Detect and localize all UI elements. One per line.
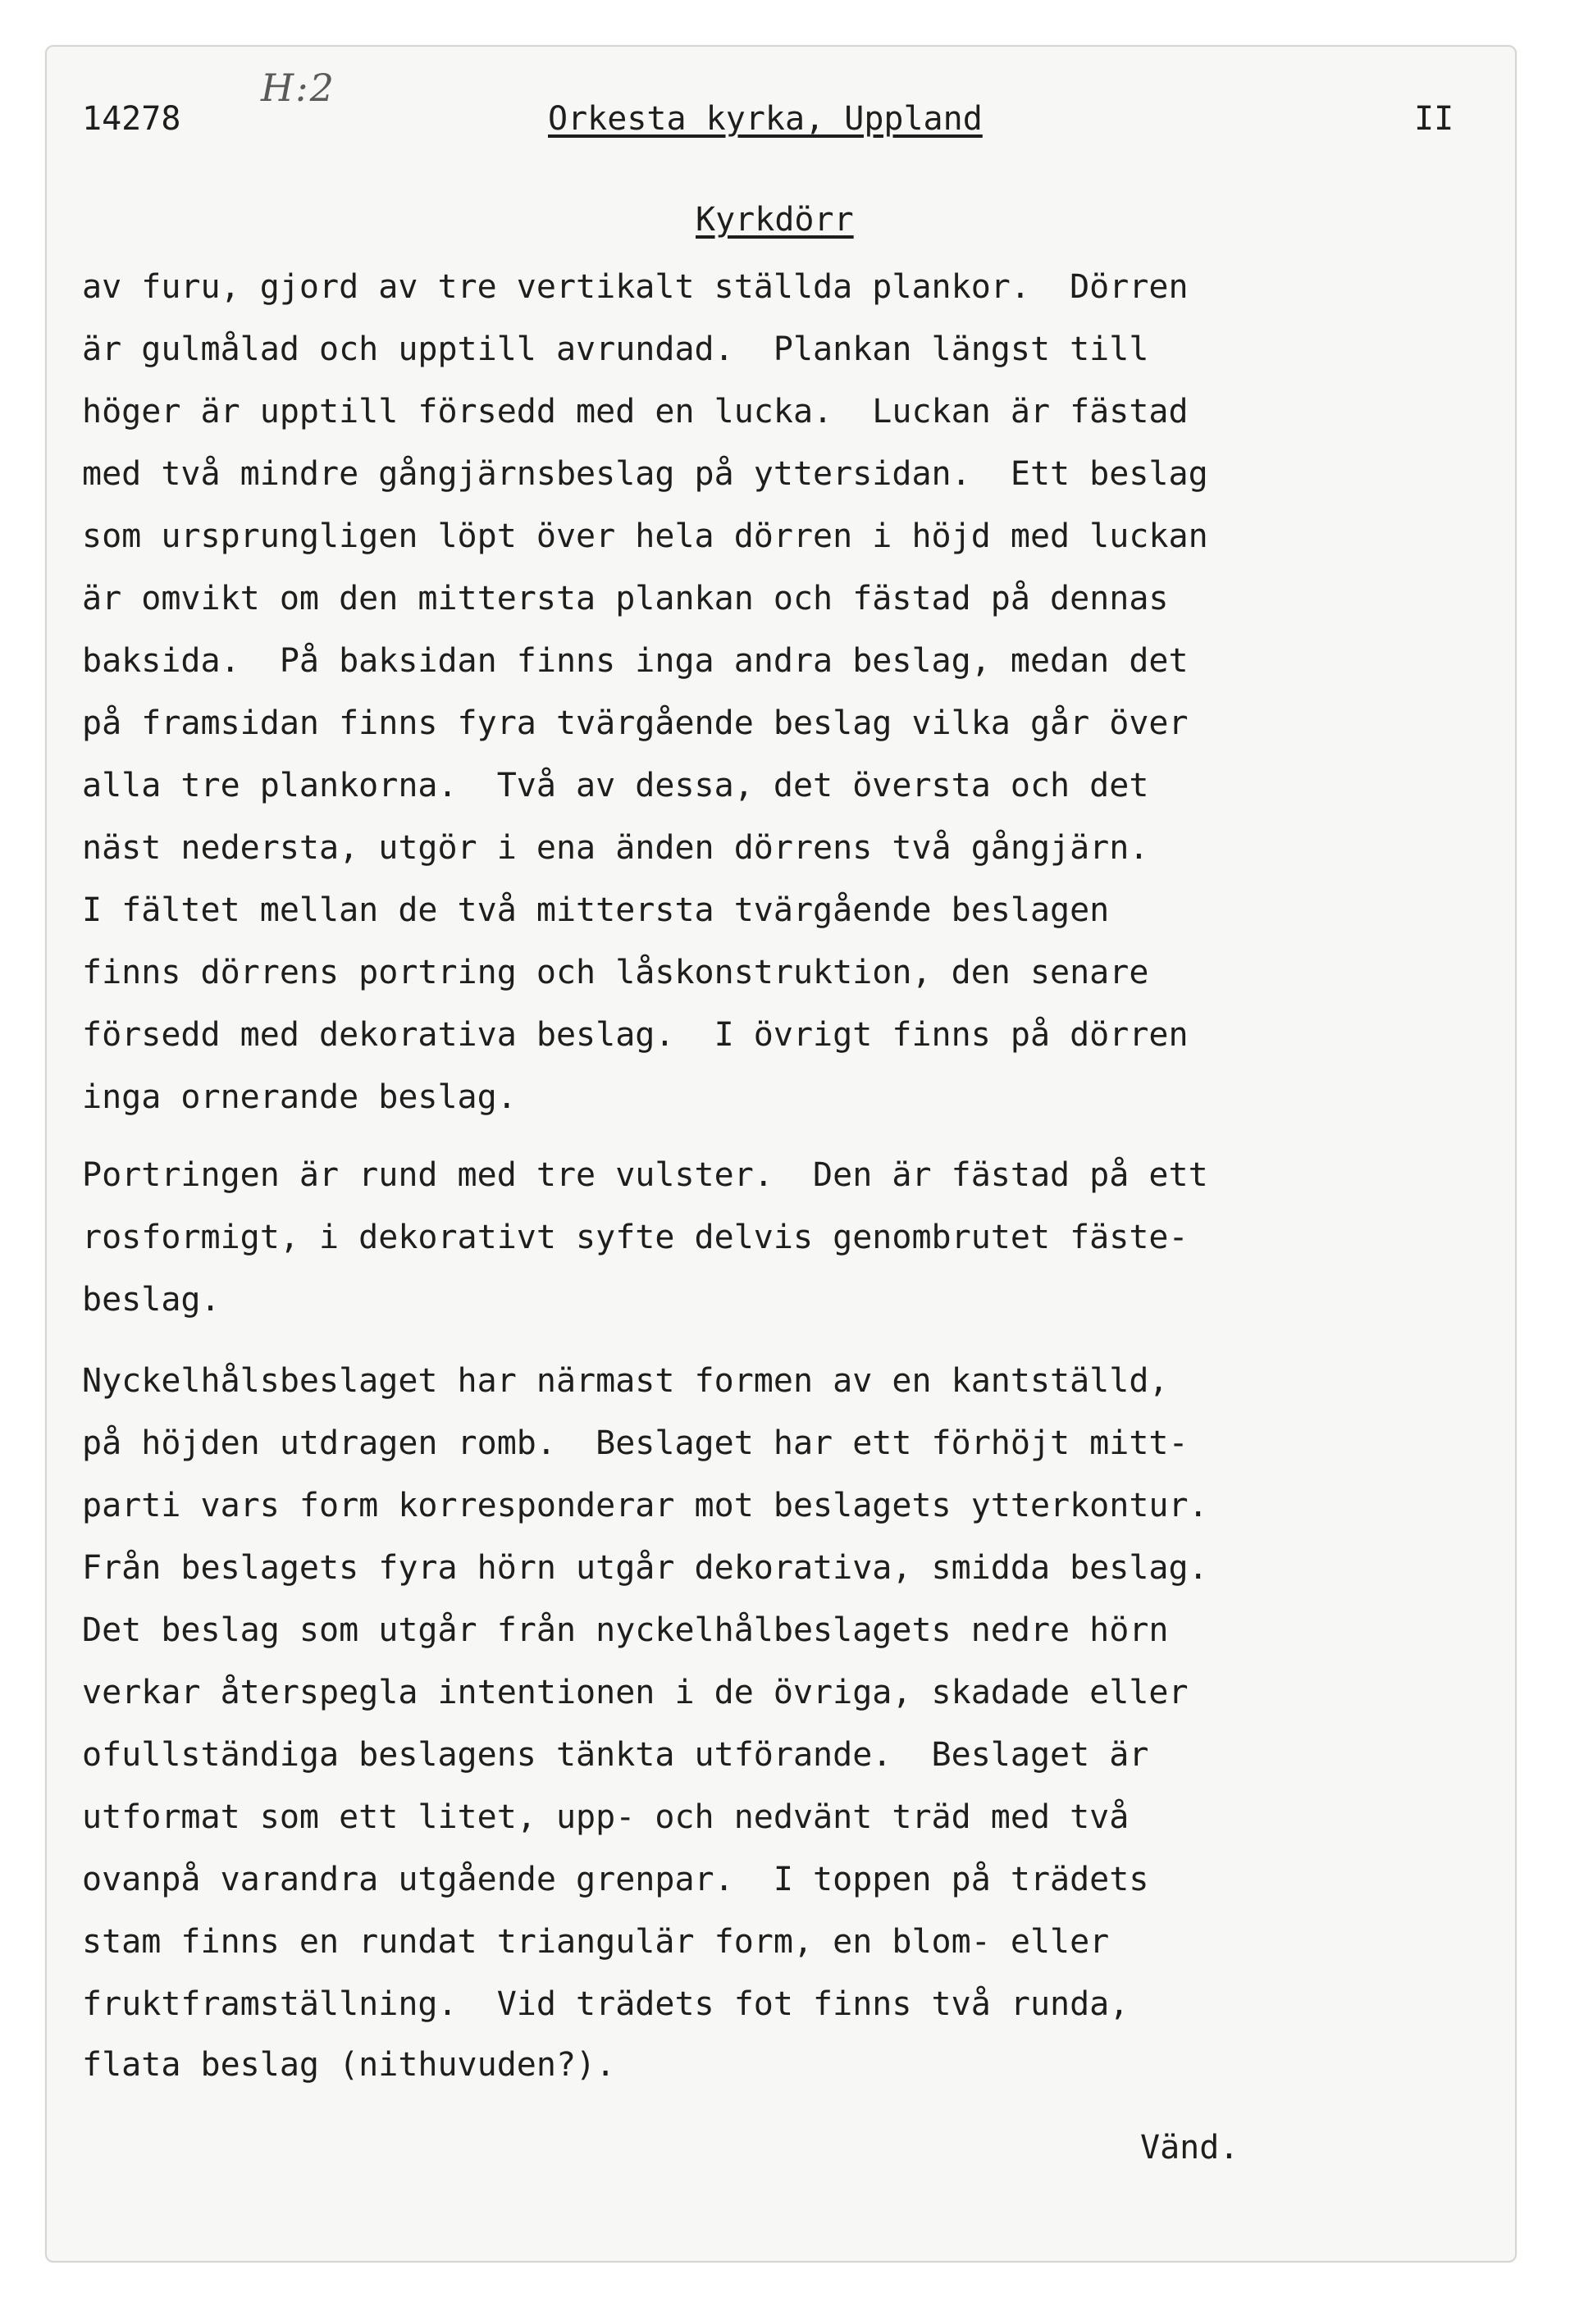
text-line: ovanpå varandra utgående grenpar. I toppen på trädets: [82, 1861, 1149, 1898]
text-line: näst nedersta, utgör i ena änden dörrens två gångjärn.: [82, 829, 1149, 867]
section-heading: Kyrkdörr: [696, 201, 854, 239]
card-page-number: II: [1414, 100, 1454, 138]
paragraph-door-description: [82, 256, 1493, 1128]
turn-over-note: Vänd.: [1140, 2129, 1239, 2167]
text-line: verkar återspegla intentionen i de övriga, skadade eller: [82, 1674, 1189, 1711]
card-title: Orkesta kyrka, Uppland: [548, 100, 983, 138]
text-line: fruktframställning. Vid trädets fot finns två runda,: [82, 1985, 1130, 2023]
text-line: parti vars form korresponderar mot beslagets ytterkontur.: [82, 1487, 1208, 1524]
text-line: beslag.: [82, 1281, 221, 1319]
handwritten-mark: H:2: [261, 66, 335, 110]
paragraph-keyhole-fitting: [82, 1350, 1493, 2035]
card-number: 14278: [82, 100, 181, 138]
text-line: Portringen är rund med tre vulster. Den är fästad på ett: [82, 1156, 1208, 1194]
text-line: är gulmålad och upptill avrundad. Plankan längst till: [82, 330, 1149, 368]
text-line: höger är upptill försedd med en lucka. Luckan är fästad: [82, 393, 1189, 431]
text-line: på framsidan finns fyra tvärgående beslag vilka går över: [82, 704, 1189, 742]
text-line: som ursprungligen löpt över hela dörren i höjd med luckan: [82, 517, 1208, 555]
text-line: inga ornerande beslag.: [82, 1078, 517, 1116]
paragraph-closing: [82, 2034, 1493, 2096]
text-line: I fältet mellan de två mittersta tvärgående beslagen: [82, 891, 1110, 929]
text-line: finns dörrens portring och låskonstruktion, den senare: [82, 954, 1149, 991]
text-line: stam finns en rundat triangulär form, en blom- eller: [82, 1923, 1110, 1961]
text-line: är omvikt om den mittersta plankan och fästad på dennas: [82, 580, 1169, 617]
text-line: med två mindre gångjärnsbeslag på yttersidan. Ett beslag: [82, 455, 1208, 493]
text-line: försedd med dekorativa beslag. I övrigt finns på dörren: [82, 1016, 1189, 1054]
text-line: utformat som ett litet, upp- och nedvänt träd med två: [82, 1798, 1130, 1836]
text-line: baksida. På baksidan finns inga andra beslag, medan det: [82, 642, 1189, 680]
text-line: alla tre plankorna. Två av dessa, det översta och det: [82, 767, 1149, 804]
text-line: av furu, gjord av tre vertikalt ställda plankor. Dörren: [82, 268, 1189, 306]
paragraph-door-ring: [82, 1144, 1493, 1331]
card-header: [0, 100, 1570, 149]
text-line: på höjden utdragen romb. Beslaget har ett förhöjt mitt-: [82, 1424, 1189, 1462]
text-line: rosformigt, i dekorativt syfte delvis genombrutet fäste-: [82, 1219, 1189, 1256]
text-line: Från beslagets fyra hörn utgår dekorativa, smidda beslag.: [82, 1549, 1208, 1587]
text-line: Nyckelhålsbeslaget har närmast formen av en kantställd,: [82, 1362, 1169, 1400]
text-line: flata beslag (nithuvuden?).: [82, 2046, 616, 2084]
text-line: Det beslag som utgår från nyckelhålbeslagets nedre hörn: [82, 1611, 1169, 1649]
text-line: ofullständiga beslagens tänkta utförande. Beslaget är: [82, 1736, 1149, 1774]
